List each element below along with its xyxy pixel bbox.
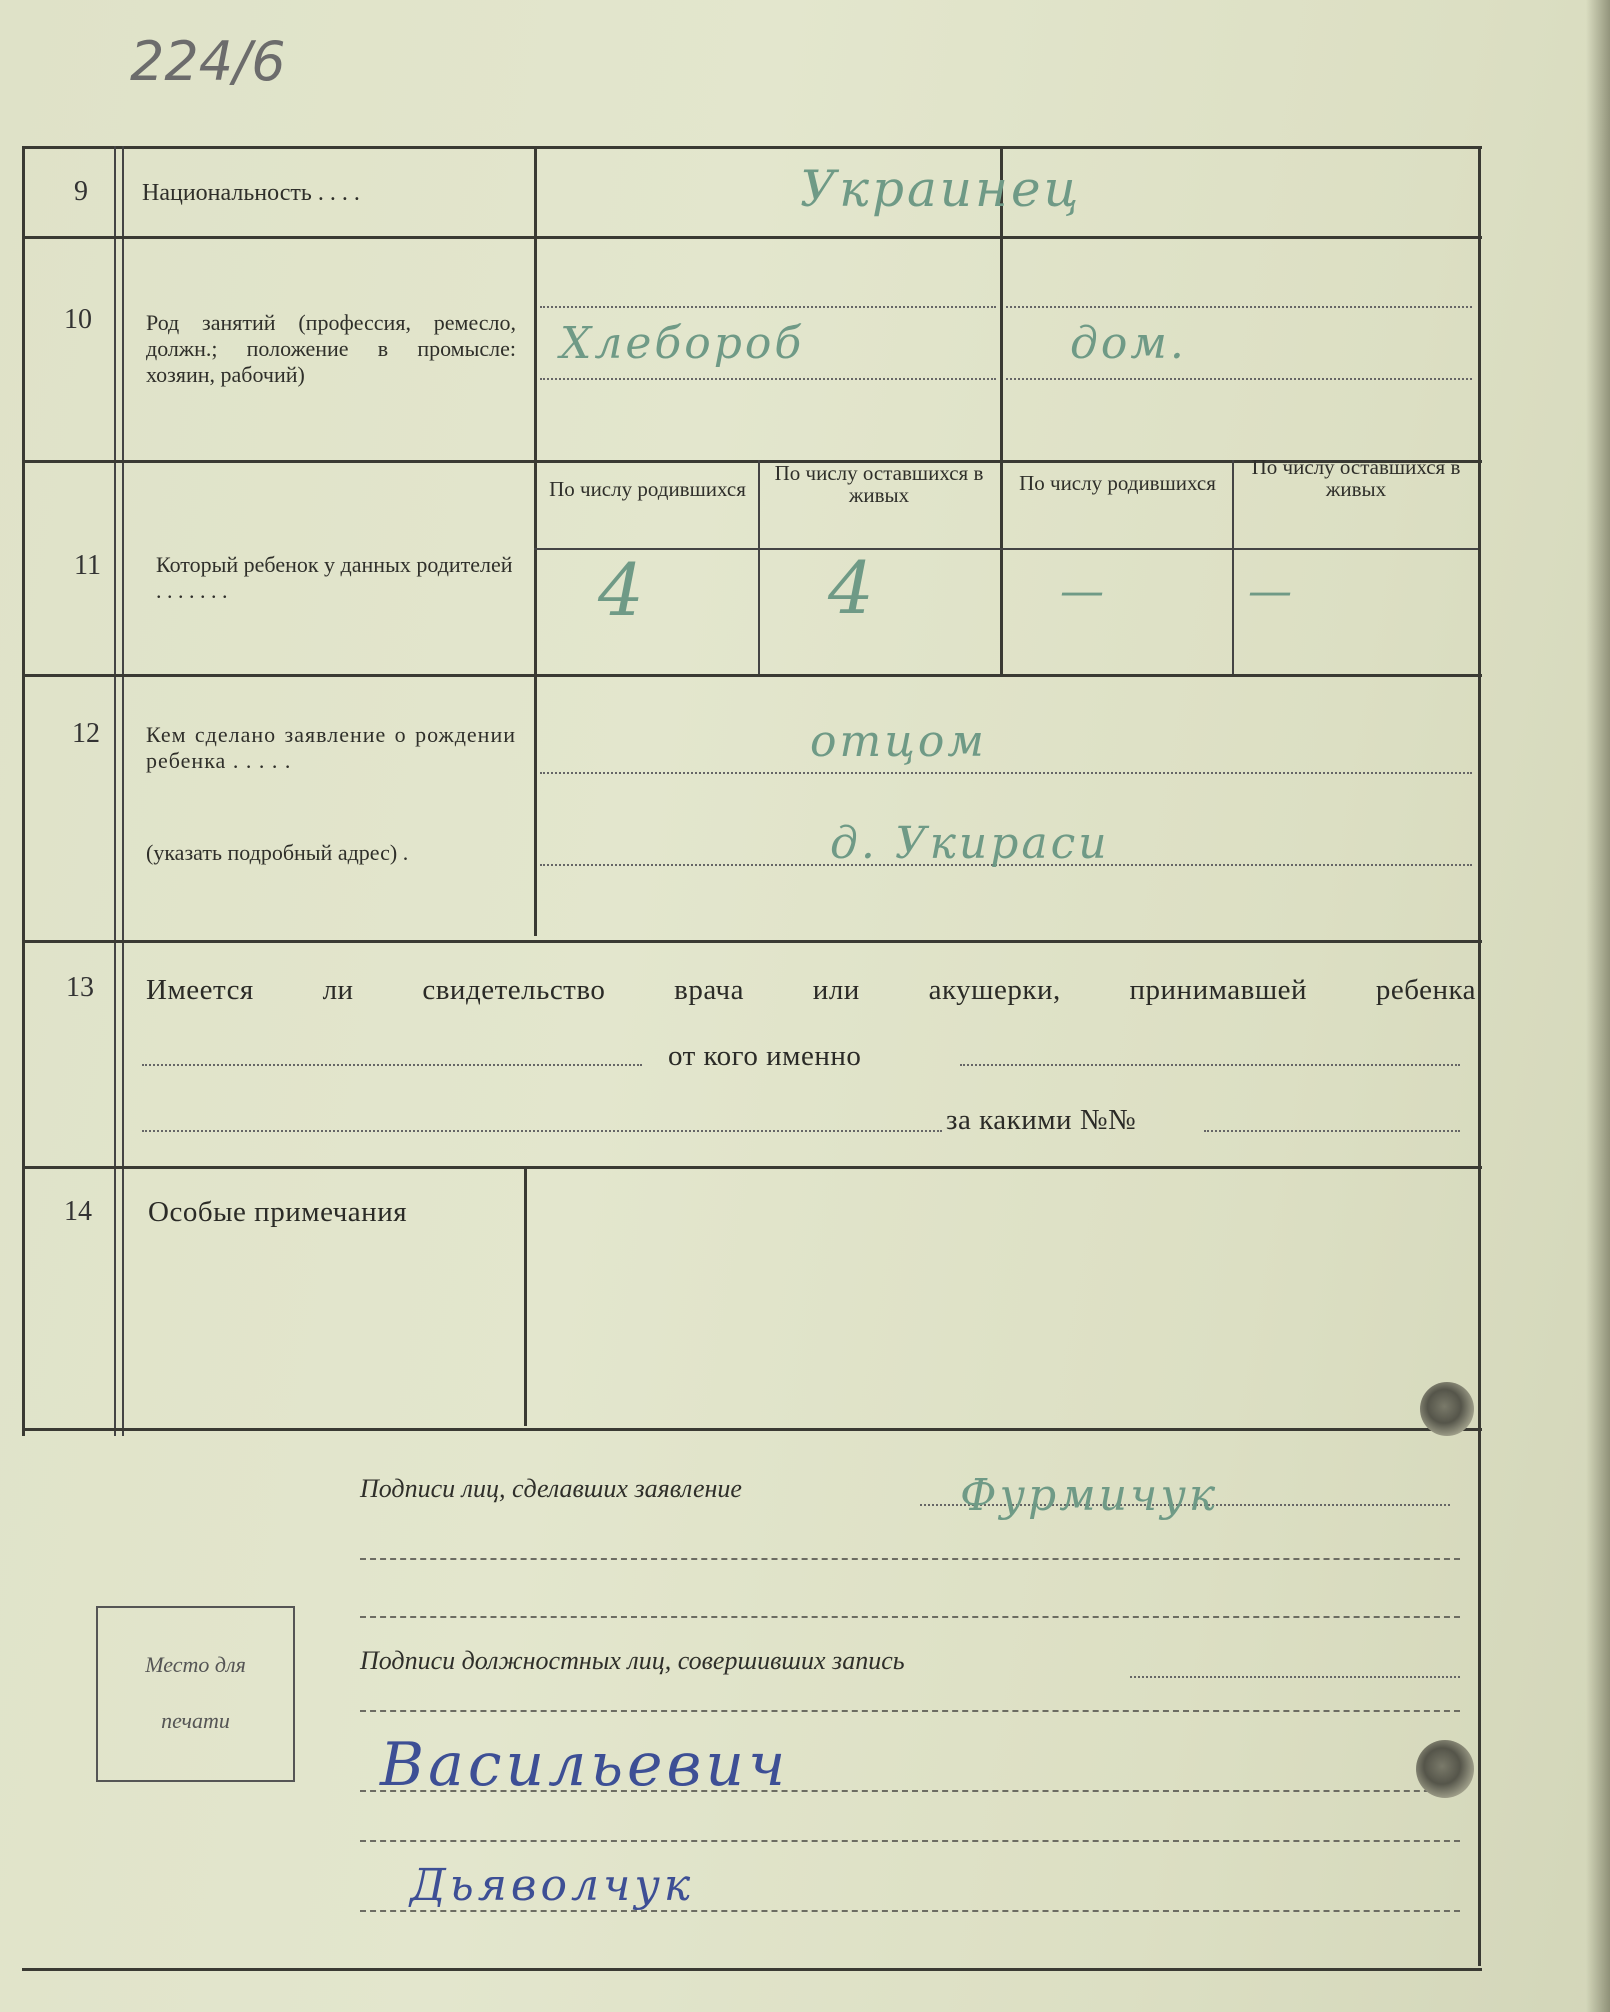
child-col-sep [1232,460,1234,674]
signature-line [360,1710,1460,1712]
alive-value-2: — [1248,566,1295,617]
page-edge-shadow [1586,0,1610,2012]
col-alive-header: По числу оставшихся в живых [774,461,984,507]
certificate-line [1204,1130,1460,1132]
stamp-text: Место для [145,1652,246,1677]
applicant-label: Кем сделано заявление о рождении ребенка . . . . . [146,722,516,773]
certificate-line [960,1064,1460,1066]
nationality-value: Украинец [800,160,1082,218]
num-col-sep-b [122,146,124,1436]
row-number: 9 [74,176,88,207]
occupation-father: Хлебороб [560,318,805,369]
applicant-value: отцом [810,716,987,767]
which-child-label: Который ребенок у данных родителей . . . . . . . [156,552,513,603]
stamp-text: печати [161,1708,230,1733]
certificate-question: Имеется ли свидетельство врача или акушерки, принимавшей ребенка [146,974,1476,1006]
official-signature-1: Васильевич [380,1730,790,1800]
label-col-sep-top [534,146,537,936]
born-value: 4 [598,548,647,632]
special-notes-label: Особые примечания [148,1196,408,1228]
signature-line [360,1558,1460,1560]
nationality-label: Национальность . . . . [142,180,360,206]
address-value: д. Укираси [830,818,1110,869]
num-col-sep-a [114,146,116,1436]
from-whom-label: от кого именно [668,1040,862,1072]
row12-bottom [22,940,1482,943]
row-number: 11 [74,550,101,581]
signature-line [360,1616,1460,1618]
row-number: 10 [64,304,92,335]
address-label: (указать подробный адрес) . [146,840,409,865]
signature-line [1130,1676,1460,1678]
occupation-line [540,378,996,380]
applicant-signatures-label: Подписи лиц, сделавших заявление [360,1474,742,1503]
stamp-placeholder [96,1606,295,1782]
occupation-line [540,306,996,308]
row-number: 13 [66,972,94,1003]
certificate-line [142,1064,642,1066]
child-head-line [534,548,1478,550]
occupation-label: Род занятий (профессия, ремесло, должн.; положение в промысле: хозяин, рабочий) [146,310,516,387]
row-number: 12 [72,718,100,749]
punch-hole [1420,1382,1474,1436]
occupation-mother: дом. [1070,318,1187,369]
alive-value: 4 [828,546,877,630]
official-signatures-label: Подписи должностных лиц, совершивших запись [360,1646,905,1675]
certificate-line [142,1130,942,1132]
mid-col-sep [1000,146,1003,674]
occupation-line [1006,306,1472,308]
row14-bottom [22,1428,1482,1431]
occupation-line [1006,378,1472,380]
frame-bottom [22,1968,1482,1971]
applicant-signature: Фурмичук [960,1470,1219,1521]
signature-line [360,1910,1460,1912]
child-col-sep [758,460,760,674]
official-signature-2: Дьяволчук [410,1860,695,1911]
punch-hole [1416,1740,1474,1798]
born-value-2: — [1060,566,1107,617]
row9-bottom [22,236,1482,239]
applicant-line [540,772,1472,774]
frame-left [22,146,25,1436]
corner-note: 224/6 [130,30,286,93]
col-born-header-2: По числу родившихся [1019,471,1216,495]
row11-bottom [22,674,1482,677]
label-col-sep-r14 [524,1168,527,1426]
frame-top [22,146,1482,149]
row13-bottom [22,1166,1482,1169]
row-number: 14 [64,1196,92,1227]
signature-line [360,1790,1460,1792]
signature-line [360,1840,1460,1842]
frame-right [1478,146,1481,1966]
col-alive-header-2: По числу оставшихся в живых [1251,455,1461,501]
numbers-label: за какими №№ [946,1104,1137,1136]
col-born-header: По числу родившихся [549,477,746,501]
